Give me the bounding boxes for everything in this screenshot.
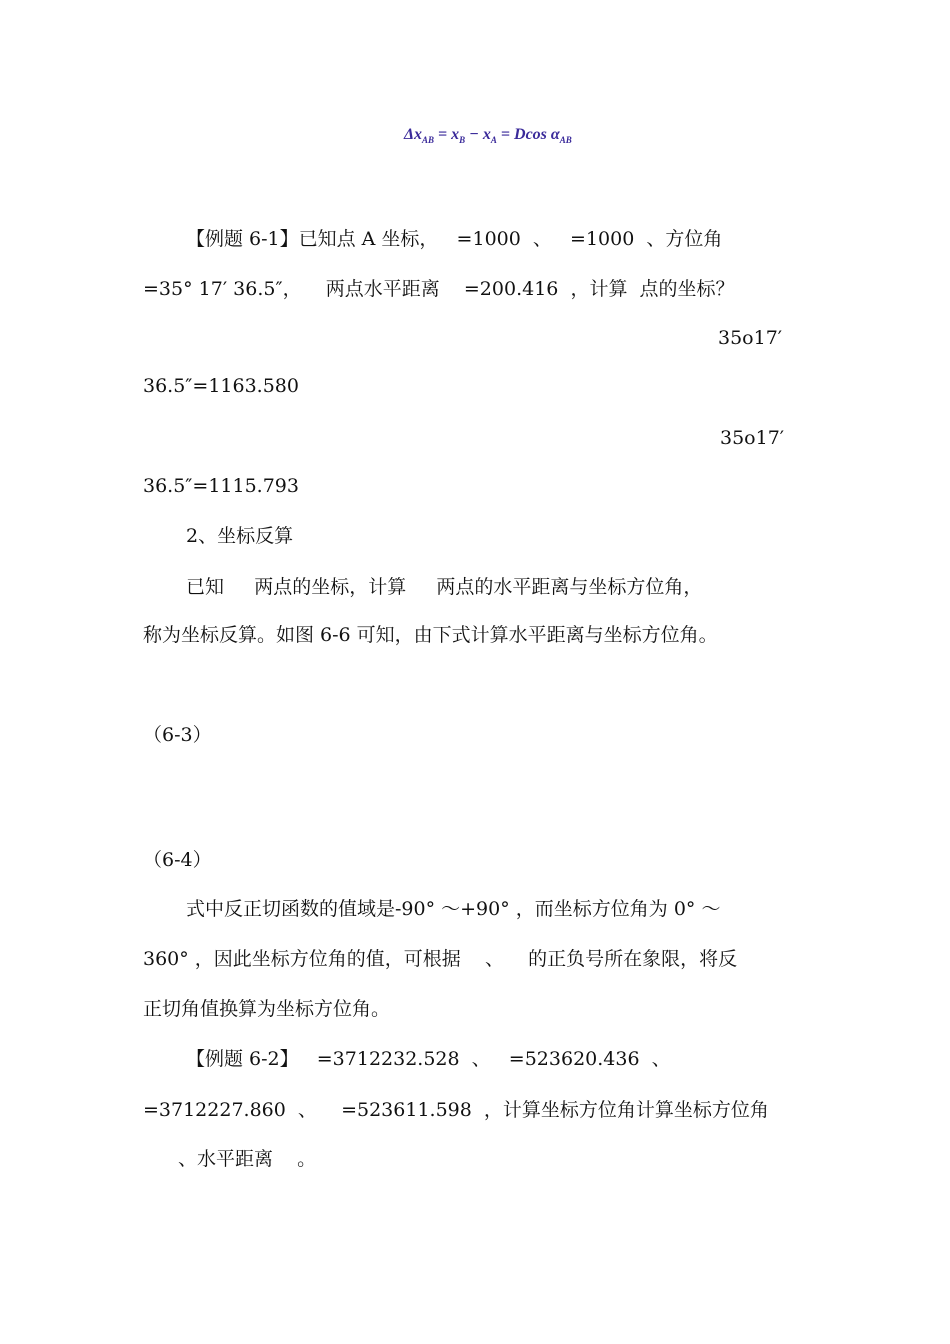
paragraph-line-3: 式中反正切函数的值域是-90° ～+90° ，而坐标方位角为 0° ～ — [186, 898, 721, 920]
paragraph-line-2: 称为坐标反算。如图 6-6 可知，由下式计算水平距离与坐标方位角。 — [143, 624, 718, 646]
example-6-1-line-2: =35° 17′ 36.5″， 两点水平距离 =200.416 ，计算 点的坐标？ — [143, 278, 735, 300]
equation-number-6-4: （6-4） — [143, 849, 212, 871]
coordinate-difference-formula — [404, 126, 572, 145]
formula-dcos-alpha: = Dcos α — [496, 126, 560, 143]
example-6-1-line-6: 36.5″=1115.793 — [143, 475, 299, 497]
formula-subscript-ab-2: AB — [559, 135, 572, 145]
example-6-1-line-3: 35o17′ — [718, 327, 783, 349]
example-6-2-line-2: =3712227.860 、 =523611.598 ，计算坐标方位角计算坐标方位角 — [143, 1099, 769, 1121]
formula-delta-x: Δx — [404, 126, 423, 143]
formula-subscript-b: B — [459, 135, 466, 145]
equation-number-6-3: （6-3） — [143, 724, 212, 746]
paragraph-line-5: 正切角值换算为坐标方位角。 — [143, 998, 391, 1020]
formula-equals-xb: = x — [434, 126, 460, 143]
paragraph-line-4: 360° ，因此坐标方位角的值，可根据 、 的正负号所在象限，将反 — [143, 948, 738, 970]
example-6-2-line-1: 【例题 6-2】 =3712232.528 、 =523620.436 、 — [186, 1048, 671, 1070]
example-6-1-line-5: 35o17′ — [720, 427, 785, 449]
formula-subscript-a: A — [490, 135, 497, 145]
example-6-1-line-4: 36.5″=1163.580 — [143, 375, 299, 397]
paragraph-line-1: 已知 两点的坐标，计算 两点的水平距离与坐标方位角， — [186, 576, 703, 598]
section-heading-inverse: 2、坐标反算 — [186, 525, 294, 547]
example-6-2-line-3: 、水平距离 。 — [178, 1148, 317, 1170]
formula-minus-xa: − x — [465, 126, 491, 143]
example-6-1-line-1: 【例题 6-1】已知点 A 坐标， =1000 、 =1000 、方位角 — [186, 228, 723, 250]
formula-subscript-ab: AB — [422, 135, 435, 145]
